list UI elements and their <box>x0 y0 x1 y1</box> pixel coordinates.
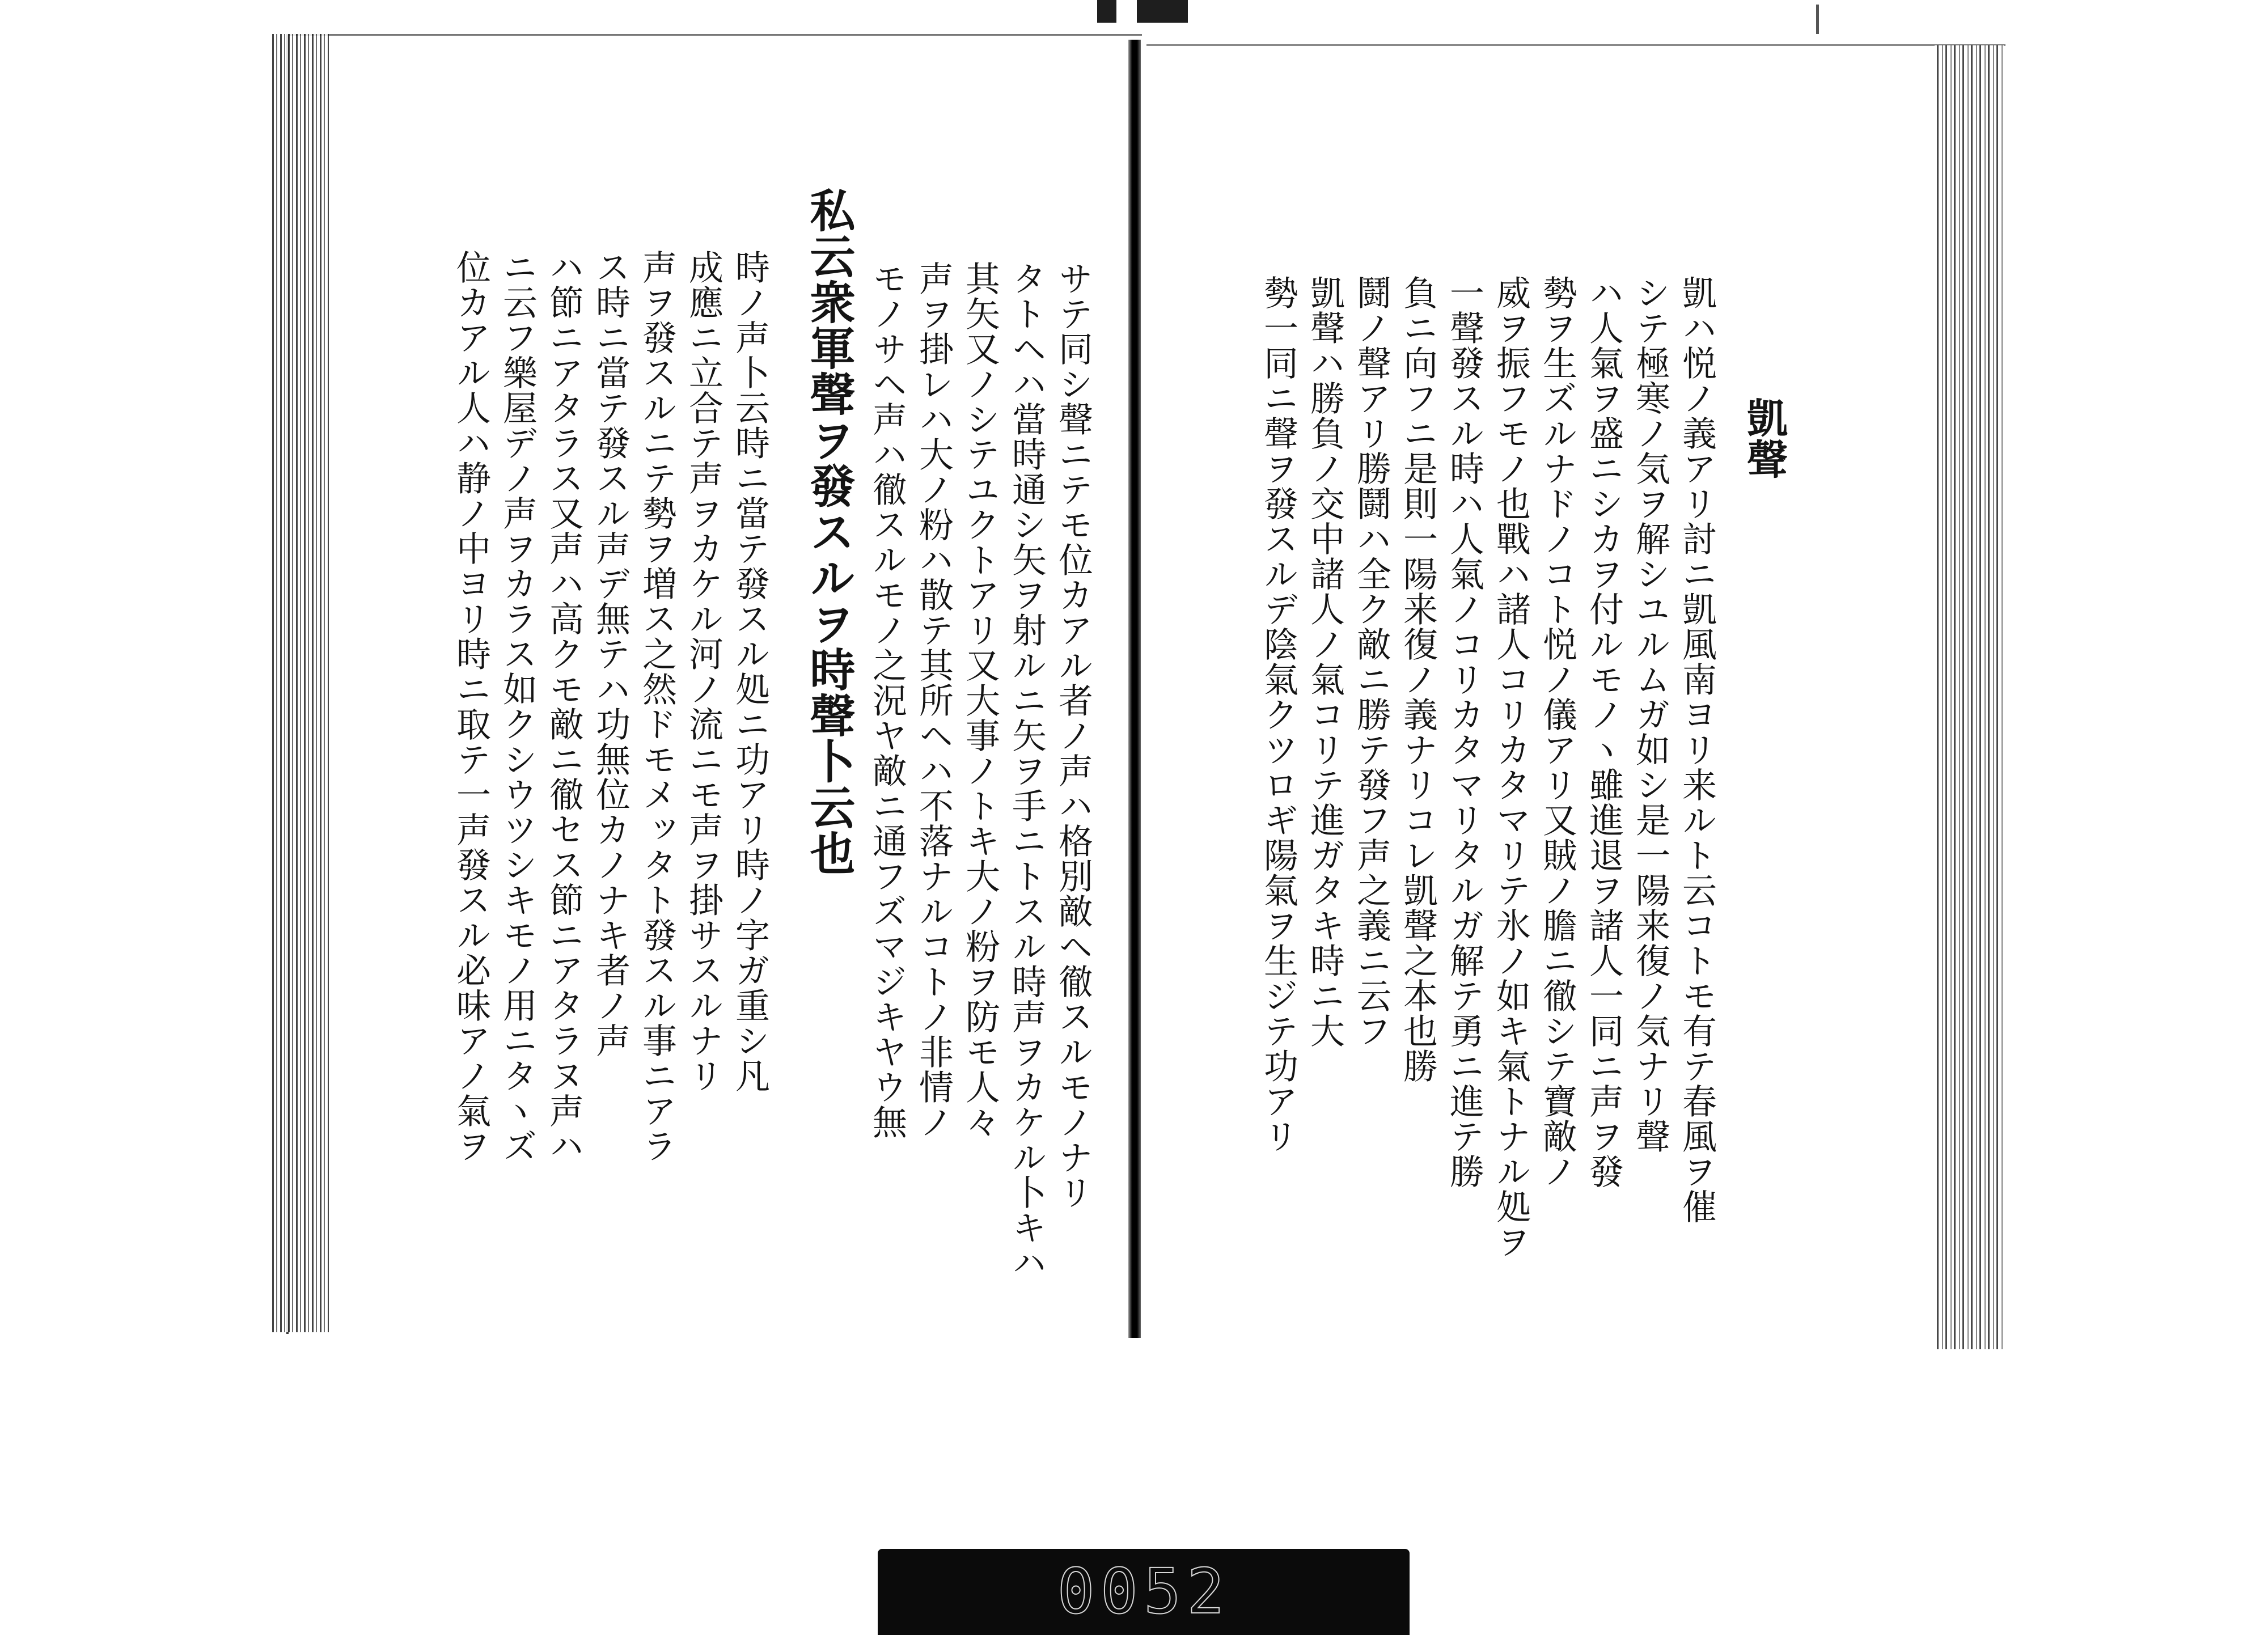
text-column: 一聲發スル時ハ人氣ノコリカタマリタルガ解テ勇ニ進テ勝 <box>1444 275 1484 1189</box>
frame-number: 0052 <box>1057 1555 1230 1628</box>
right-page-edge-shadow <box>1935 45 2004 1349</box>
frame-number-stamp <box>878 1549 1410 1635</box>
text-column: 位カアル人ハ静ノ中ヨリ時ニ取テ一声發スル必味アノ氣ヲ <box>451 249 491 1163</box>
text-column: 鬪ノ聲アリ勝鬪ハ全ク敵ニ勝テ發フ声之義ニ云フ <box>1351 275 1391 1048</box>
text-column: 其矢又ノシテユクトアリ又大事ノトキ大ノ粉ヲ防モ人々 <box>960 261 1000 1140</box>
book-spine <box>1128 40 1141 1338</box>
text-column: 声ヲ掛レハ大ノ粉ハ散テ其所ヘハ不落ナルコトノ非情ノ <box>913 261 954 1140</box>
text-column: 成應ニ立合テ声ヲカケル河ノ流ニモ声ヲ掛サスルナリ <box>683 249 723 1093</box>
text-column: 凱ハ悦ノ義アリ討ニ凱風南ヨリ来ルト云コトモ有テ春風ヲ催 <box>1677 275 1717 1224</box>
text-column: 威ヲ振フモノ也戰ハ諸人コリカタマリテ氷ノ如キ氣トナル処ヲ <box>1491 275 1531 1259</box>
text-column: ニ云フ樂屋デノ声ヲカラス如クシウツシキモノ用ニタヽズ <box>497 249 538 1163</box>
text-column: タトヘハ當時通シ矢ヲ射ルニ矢ヲ手ニトスル時声ヲカケル卜キハ <box>1006 261 1047 1280</box>
text-column: ハ節ニアタラス又声ハ高クモ敵ニ徹セス節ニアタラヌ声ハ <box>544 249 584 1163</box>
text-column: ハ人氣ヲ盛ニシカヲ付ルモノヽ雖進退ヲ諸人一同ニ声ヲ發 <box>1584 275 1624 1189</box>
text-column: 負ニ向フニ是則一陽来復ノ義ナリコレ凱聲之本也勝 <box>1398 275 1438 1083</box>
text-column: 時ノ声卜云時ニ當テ發スル処ニ功アリ時ノ字ガ重シ凡 <box>730 249 770 1093</box>
section-title: 凱聲 <box>1740 397 1788 480</box>
left-page-edge-shadow <box>272 34 329 1332</box>
text-column: ス時ニ當テ發スル声デ無テハ功無位カノナキ者ノ声 <box>590 249 631 1058</box>
section-heading: 私云衆軍聲ヲ發スルヲ時聲卜云也 <box>802 187 856 876</box>
text-column: 勢ヲ生ズルナドノコト悦ノ儀アリ又賊ノ膽ニ徹シテ寶敵ノ <box>1537 275 1577 1189</box>
text-column: 勢一同ニ聲ヲ發スルデ陰氣クツロギ陽氣ヲ生ジテ功アリ <box>1258 275 1298 1154</box>
text-column: 凱聲ハ勝負ノ交中諸人ノ氣コリテ進ガタキ時ニ大 <box>1305 275 1345 1048</box>
text-column: シテ極寒ノ気ヲ解シユルムガ如シ是一陽来復ノ気ナリ聲 <box>1630 275 1670 1154</box>
top-tick-mark <box>1816 5 1819 34</box>
top-clip-mark <box>1097 0 1116 23</box>
text-column: サテ同シ聲ニテモ位カアル者ノ声ハ格別敵ヘ徹スルモノナリ <box>1053 261 1093 1210</box>
top-clip-mark <box>1137 0 1188 23</box>
text-column: 声ヲ發スルニテ勢ヲ増ス之然ドモメッタト發スル事ニアラ <box>637 249 677 1163</box>
text-column: モノサヘ声ハ徹スルモノ之況ヤ敵ニ通フズマジキヤウ無 <box>867 261 907 1140</box>
